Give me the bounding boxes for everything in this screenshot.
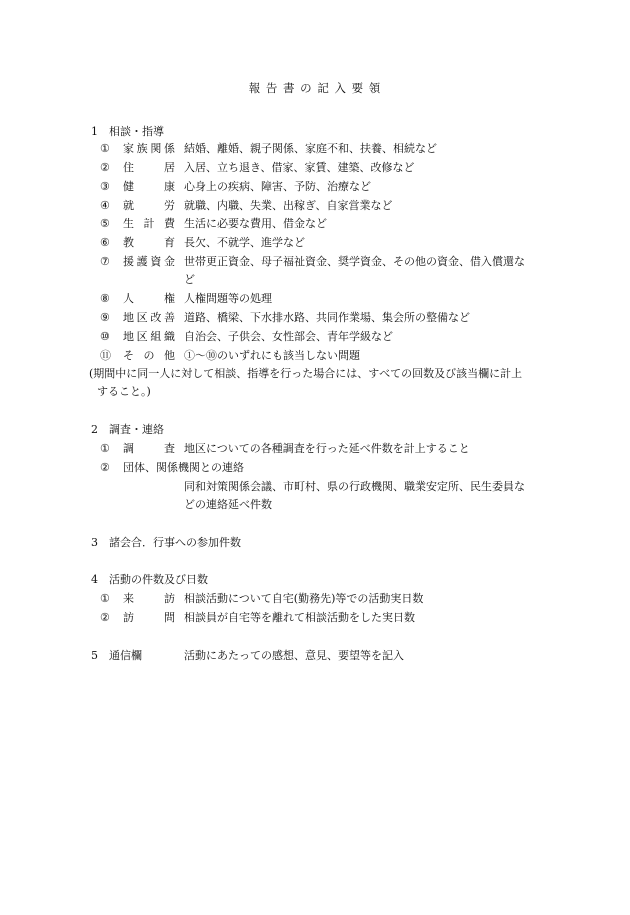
- section-1-note-continued: すること。): [97, 385, 151, 398]
- item-description: 自治会、子供会、女性部会、青年学級など: [184, 330, 393, 343]
- item-description: 地区についての各種調査を行った延べ件数を計上すること: [184, 442, 470, 455]
- item-number: ⑩: [100, 330, 110, 343]
- item-number: ⑪: [100, 349, 111, 362]
- item-number: ⑧: [100, 292, 110, 305]
- item-number: ⑥: [100, 236, 110, 249]
- section-3-heading: 3 諸会合．行事への参加件数: [91, 536, 241, 549]
- item-label: 教育: [123, 236, 175, 249]
- item-label: 訪問: [123, 611, 175, 624]
- item-description: 相談員が自宅等を離れて相談活動をした実日数: [184, 611, 415, 624]
- section-1-note: (期間中に同一人に対して相談、指導を行った場合には、すべての回数及び該当欄に計上: [89, 367, 523, 380]
- item-description: 心身上の疾病、障害、予防、治療など: [184, 180, 371, 193]
- item-description: 人権問題等の処理: [184, 292, 272, 305]
- item-label: 調査: [123, 442, 175, 455]
- item-label: 援護資金: [123, 255, 175, 268]
- item-number: ①: [100, 442, 110, 455]
- item-label: 就労: [123, 199, 175, 212]
- item-description: 結婚、離婚、親子関係、家庭不和、扶養、相続など: [184, 142, 437, 155]
- item-number: ①: [100, 142, 110, 155]
- liaison-description: 同和対策関係会議、市町村、県の行政機関、職業安定所、民生委員な: [184, 480, 525, 493]
- item-label: 家族関係: [123, 142, 175, 155]
- item-label: 生計費: [123, 217, 175, 230]
- item-description: 相談活動について自宅(勤務先)等での活動実日数: [184, 592, 424, 605]
- item-label: その他: [123, 349, 175, 362]
- item-label: 団体、関係機関との連絡: [123, 461, 244, 474]
- item-description: 世帯更正資金、母子福祉資金、奨学資金、その他の資金、借入償還な: [184, 255, 525, 268]
- item-description: 長欠、不就学、進学など: [184, 236, 305, 249]
- item-label: 人権: [123, 292, 175, 305]
- item-label: 住居: [123, 161, 175, 174]
- item-number: ②: [100, 611, 110, 624]
- item-number: ⑤: [100, 217, 110, 230]
- item-description: 就職、内職、失業、出稼ぎ、自家営業など: [184, 199, 393, 212]
- item-description: 入居、立ち退き、借家、家賃、建築、改修など: [184, 161, 415, 174]
- item-label: 地区改善: [123, 311, 175, 324]
- item-description-continued: ど: [184, 273, 195, 286]
- section-2-heading: 2 調査・連絡: [91, 423, 164, 436]
- item-number: ①: [100, 592, 110, 605]
- section-5-description: 活動にあたっての感想、意見、要望等を記入: [184, 649, 404, 662]
- liaison-description-continued: どの連絡延べ件数: [184, 498, 272, 511]
- item-number: ③: [100, 180, 110, 193]
- item-number: ②: [100, 461, 110, 474]
- item-description: ①～⑩のいずれにも該当しない問題: [184, 349, 360, 362]
- item-description: 生活に必要な費用、借金など: [184, 217, 327, 230]
- item-number: ②: [100, 161, 110, 174]
- section-5-heading: 5 通信欄: [91, 649, 142, 662]
- section-1-heading: 1 相談・指導: [91, 125, 164, 138]
- item-number: ⑦: [100, 255, 110, 268]
- section-4-heading: 4 活動の件数及び日数: [91, 573, 208, 586]
- item-label: 健康: [123, 180, 175, 193]
- document-title: 報 告 書 の 記 入 要 領: [248, 81, 382, 95]
- item-label: 来訪: [123, 592, 175, 605]
- item-number: ④: [100, 199, 110, 212]
- item-number: ⑨: [100, 311, 110, 324]
- item-label: 地区組織: [123, 330, 175, 343]
- item-description: 道路、橋梁、下水排水路、共同作業場、集会所の整備など: [184, 311, 470, 324]
